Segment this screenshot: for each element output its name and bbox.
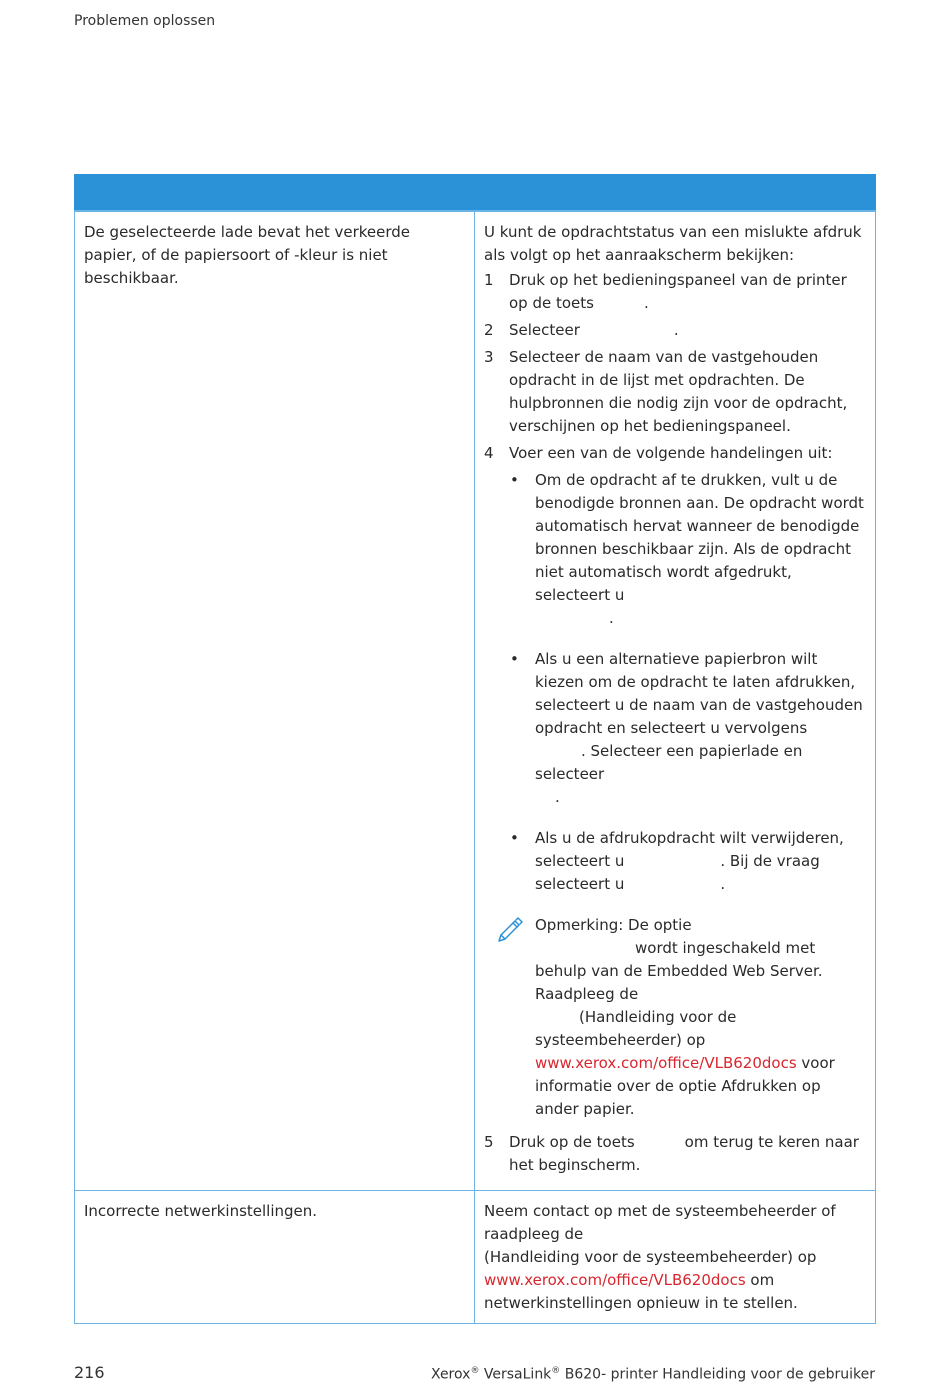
table-header-cell — [75, 175, 475, 212]
table-header-row — [75, 175, 876, 212]
step-number: 2 — [484, 321, 494, 339]
step-text: Voer een van de volgende handelingen uit: — [509, 444, 833, 462]
option-text: Als u een alternatieve papierbron wilt kiezen om de opdracht te laten afdrukken, selecteert u de naam van de vastgehouden opdracht en selecteert u vervolgens — [535, 650, 863, 737]
step-text: Druk op de toets — [509, 1133, 635, 1151]
step-end: . — [673, 321, 679, 339]
step-number: 4 — [484, 444, 494, 462]
option-end: . — [609, 609, 614, 627]
table-row — [75, 211, 876, 1191]
bullet: • — [510, 829, 519, 847]
note-text: wordt ingeschakeld met behulp van de Embedded Web Server. Raadpleeg de — [535, 939, 823, 1003]
table-row — [75, 1191, 876, 1324]
table-header-cell — [475, 175, 876, 212]
option-end: . — [555, 788, 560, 806]
note — [484, 914, 867, 1121]
product-name: VersaLink — [483, 1366, 552, 1383]
registered-mark: ® — [551, 1366, 561, 1376]
registered-mark: ® — [470, 1366, 480, 1376]
list-item — [510, 469, 867, 630]
bullet: • — [510, 471, 519, 489]
pencil-note-icon — [496, 916, 524, 944]
solution-text: (Handleiding voor de systeembeheerder) op — [484, 1248, 817, 1266]
cause-text: De geselecteerde lade bevat het verkeerde papier, of de papiersoort of -kleur is niet beschikbaar. — [84, 223, 411, 287]
solution-cell — [475, 211, 876, 1191]
option-mid: . Bij de vraag selecteert u — [535, 852, 820, 893]
cause-cell — [75, 1191, 475, 1324]
list-item — [484, 442, 867, 465]
running-header: Problemen oplossen — [74, 13, 216, 29]
solution-intro: U kunt de opdrachtstatus van een mislukte afdruk als volgt op het aanraakscherm bekijken: — [484, 223, 862, 264]
troubleshooting-table — [74, 174, 876, 1324]
guide-title: B620- printer Handleiding voor de gebruiker — [564, 1366, 875, 1383]
step-text: Selecteer — [509, 321, 580, 339]
list-item — [484, 269, 867, 315]
step-text: Selecteer de naam van de vastgehouden opdracht in de lijst met opdrachten. De hulpbronnen die nodig zijn voor de opdracht, verschijnen op het bedieningspaneel. — [509, 348, 848, 435]
docs-link[interactable]: www.xerox.com/office/VLB620docs — [484, 1271, 746, 1289]
step-end: . — [643, 294, 649, 312]
cause-cell — [75, 211, 475, 1191]
footer-title — [431, 1366, 875, 1383]
solution-text: Neem contact op met de systeembeheerder of raadpleeg de — [484, 1202, 836, 1243]
note-text: voor informatie over de optie Afdrukken op ander papier. — [535, 1054, 835, 1118]
step-number: 5 — [484, 1133, 494, 1151]
steps-list — [484, 1131, 867, 1177]
cause-text: Incorrecte netwerkinstellingen. — [84, 1202, 318, 1220]
list-item — [484, 319, 867, 342]
option-end: . — [720, 875, 726, 893]
step-text: Druk op het bedieningspaneel van de printer op de toets — [509, 271, 847, 312]
step-end: om terug te keren naar het beginscherm. — [509, 1133, 859, 1174]
list-item — [484, 346, 867, 438]
option-text: Als u de afdrukopdracht wilt verwijderen, selecteert u — [535, 829, 844, 870]
page-number: 216 — [74, 1363, 105, 1382]
option-mid: . Selecteer een papierlade en selecteer — [535, 742, 803, 783]
list-item — [510, 827, 867, 896]
option-text: Om de opdracht af te drukken, vult u de benodigde bronnen aan. De opdracht wordt automatisch hervat wanneer de benodigde bronnen beschikbaar zijn. Als de opdracht niet automatisch wordt afgedrukt, selecteert u — [535, 471, 864, 604]
step-number: 1 — [484, 271, 494, 289]
note-text: (Handleiding voor de systeembeheerder) op — [535, 1008, 737, 1049]
note-prefix: Opmerking: De optie — [535, 916, 692, 934]
steps-list — [484, 269, 867, 465]
list-item — [510, 648, 867, 809]
bullet: • — [510, 650, 519, 668]
step-number: 3 — [484, 348, 494, 366]
solution-text: om netwerkinstellingen opnieuw in te stellen. — [484, 1271, 798, 1312]
docs-link[interactable]: www.xerox.com/office/VLB620docs — [535, 1054, 797, 1072]
brand: Xerox — [430, 1366, 471, 1383]
list-item — [484, 1131, 867, 1177]
options-list — [484, 469, 867, 896]
solution-cell — [475, 1191, 876, 1324]
